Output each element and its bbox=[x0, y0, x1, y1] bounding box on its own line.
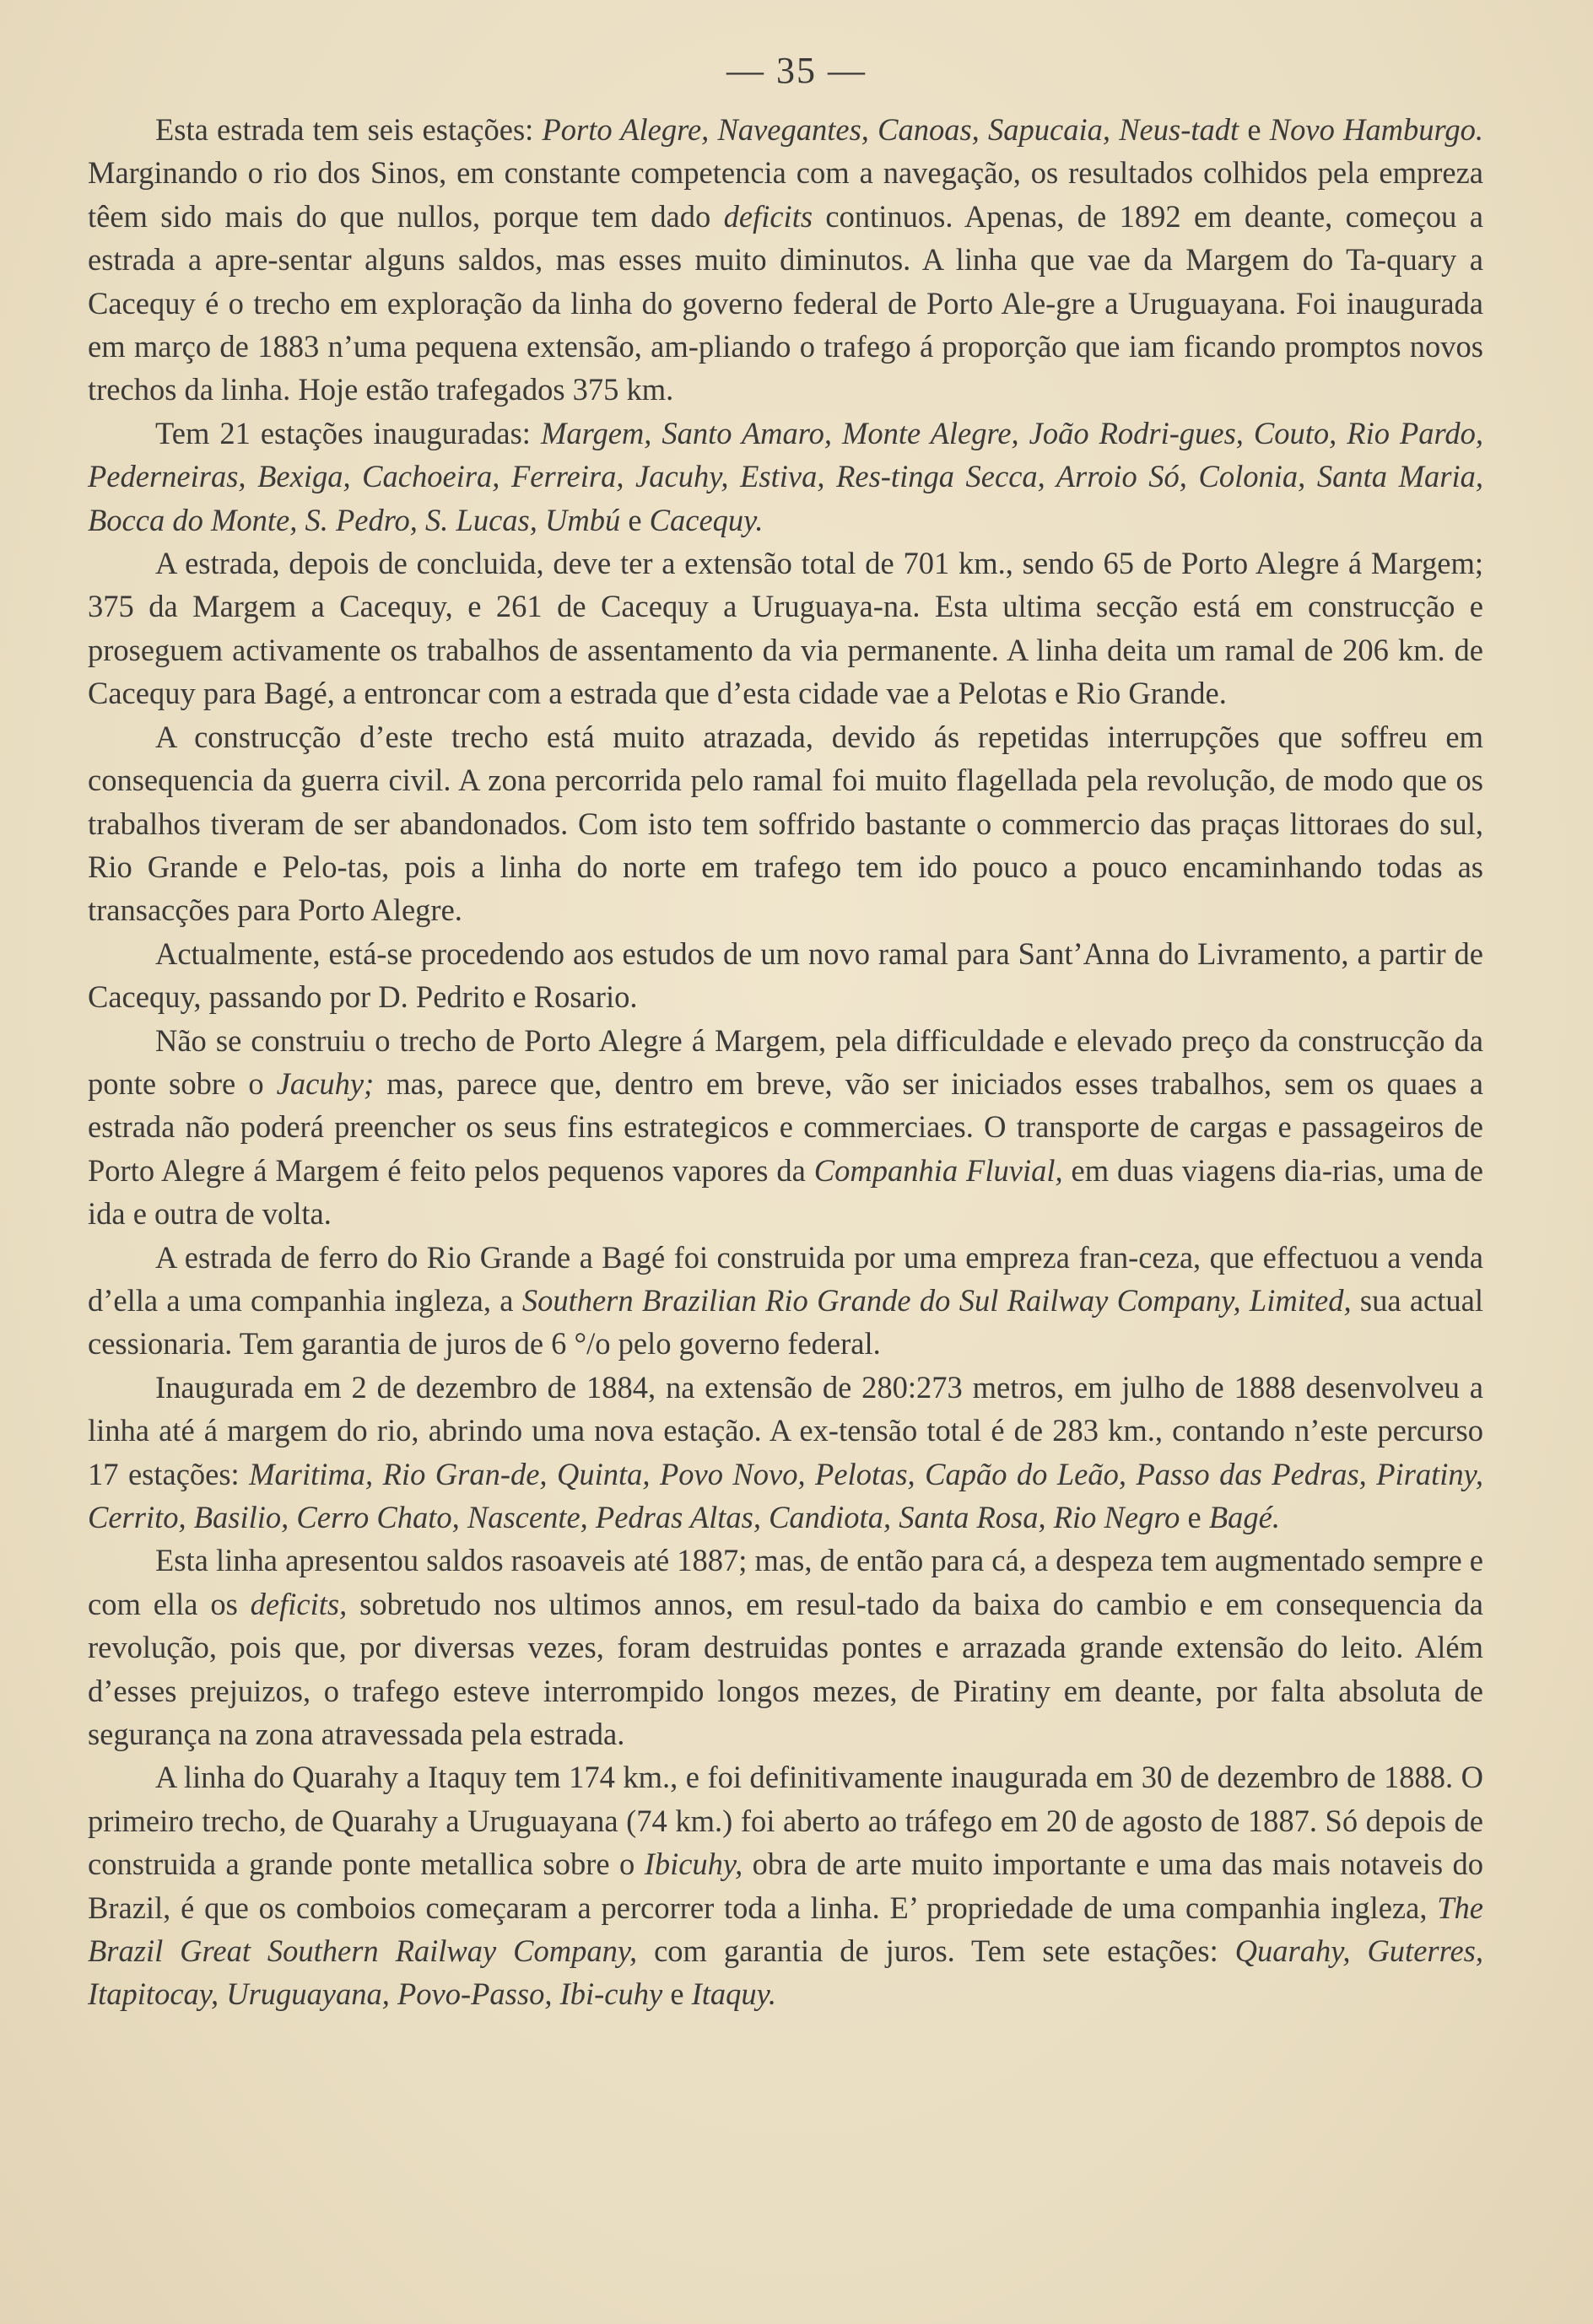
paragraph bbox=[88, 1539, 1483, 1755]
text-run: sobretudo nos ultimos annos, em resul-tado da baixa do cambio e em consequencia da revolução, pois que, por diversas vezes, foram destruidas pontes e arrazada grande extensão do leito. Além d’esses prejuizos, o trafego esteve interrompido longos mezes, de Piratiny em deante, por falta absoluta de segurança na zona atravessada pela estrada. bbox=[88, 1586, 1483, 1752]
body-text bbox=[88, 108, 1483, 2016]
text-run: em duas viagens dia-rias, uma de ida e outra de volta. bbox=[88, 1152, 1484, 1232]
page-number: — 35 — bbox=[726, 50, 867, 91]
italic-text: Margem, Santo Amaro, Monte Alegre, João Rodri-gues, Couto, Rio Pardo, Pederneiras, Bexiga, Cachoeira, Ferreira, Jacuhy, Estiva, Res-tinga Secca, Arroio Só, Colonia, Santa Maria, Bocca do Monte, S. Pedro, S. Lucas, Umbú bbox=[88, 415, 1483, 537]
italic-text: Companhia Fluvial, bbox=[813, 1152, 1063, 1188]
text-run: mas, parece que, dentro em breve, vão ser iniciados esses trabalhos, sem os quaes a estrada não poderá preencher os seus fins estrategicos e commerciaes. O transporte de cargas e passageiros de Porto Alegre á Margem é feito pelos pequenos vapores da bbox=[88, 1065, 1483, 1188]
text-run: e bbox=[1180, 1500, 1209, 1534]
italic-text: Bagé. bbox=[1208, 1500, 1280, 1534]
paragraph bbox=[88, 1366, 1483, 1539]
text-run: obra de arte muito importante e uma das mais notaveis do Brazil, é que os comboios começaram a percorrer toda a linha. E’ propriedade de uma companhia ingleza, bbox=[88, 1847, 1483, 1925]
text-run: e bbox=[1239, 112, 1270, 147]
italic-text: Quarahy, Guterres, Itapitocay, Uruguayana, Povo-Passo, Ibi-cuhy bbox=[88, 1933, 1483, 2012]
text-run: Esta estrada tem seis estações: bbox=[155, 112, 543, 147]
text-run: A construcção d’este trecho está muito atrazada, devido ás repetidas interrupções que soffreu em consequencia da guerra civil. A zona percorrida pelo ramal foi muito flagellada pela revolução, de modo que os trabalhos tiveram de ser abandonados. Com isto tem soffrido bastante o commercio das praças littoraes do sul, Rio Grande e Pelo-tas, pois a linha do norte em trafego tem ido pouco a pouco encaminhando todas as transacções para Porto Alegre. bbox=[88, 719, 1483, 928]
italic-text: Porto Alegre, Navegantes, Canoas, Sapucaia, Neus-tadt bbox=[542, 112, 1239, 147]
text-run: A linha do Quarahy a Itaquy tem 174 km., e foi definitivamente inaugurada em 30 de dezembro de 1888. O primeiro trecho, de Quarahy a Uruguayana (74 km.) foi aberto ao tráfego em 20 de agosto de 1887. Só depois de construida a grande ponte metallica sobre o bbox=[88, 1760, 1483, 1882]
text-run: Tem 21 estações inauguradas: bbox=[155, 415, 541, 450]
text-run: com garantia de juros. Tem sete estações: bbox=[637, 1933, 1235, 1969]
text-run: Marginando o rio dos Sinos, em constante competencia com a navegação, os resultados colhidos pela empreza têem sido mais do que nullos, porque tem dado bbox=[88, 155, 1483, 234]
paragraph bbox=[88, 412, 1483, 542]
italic-text: Maritima, Rio Gran-de, Quinta, Povo Novo, Pelotas, Capão do Leão, Passo das Pedras, Piratiny, Cerrito, Basilio, Cerro Chato, Nascente, Pedras Altas, Candiota, Santa Rosa, Rio Negro bbox=[88, 1456, 1483, 1534]
text-run: Inaugurada em 2 de dezembro de 1884, na extensão de 280:273 metros, em julho de 1888 desenvolveu a linha até á margem do rio, abrindo uma nova estação. A ex-tensão total é de 283 km., contando n’este percurso 17 estações: bbox=[88, 1369, 1483, 1491]
italic-text: Southern Brazilian Rio Grande do Sul Railway Company, Limited, bbox=[521, 1282, 1352, 1318]
text-run: Não se construiu o trecho de Porto Alegre á Margem, pela difficuldade e elevado preço da construcção da ponte sobre o bbox=[88, 1022, 1483, 1101]
paragraph bbox=[88, 932, 1483, 1019]
text-run: e bbox=[620, 502, 650, 537]
italic-text: deficits bbox=[723, 198, 813, 234]
paragraph bbox=[88, 108, 1483, 412]
text-run: Actualmente, está-se procedendo aos estudos de um novo ramal para Sant’Anna do Livramento, a partir de Cacequy, passando por D. Pedrito e Rosario. bbox=[88, 936, 1483, 1015]
text-run: A estrada, depois de concluida, deve ter a extensão total de 701 km., sendo 65 de Porto Alegre á Margem; 375 da Margem a Cacequy, e 261 de Cacequy a Uruguaya-na. Esta ultima secção está em construcção e proseguem activamente os trabalhos de assentamento da via permanente. A linha deita um ramal de 206 km. de Cacequy para Bagé, a entroncar com a estrada que d’esta cidade vae a Pelotas e Rio Grande. bbox=[88, 546, 1483, 711]
italic-text: deficits, bbox=[250, 1586, 348, 1621]
italic-text: Cacequy. bbox=[649, 502, 764, 537]
italic-text: The Brazil Great Southern Railway Company, bbox=[88, 1890, 1483, 1969]
paragraph bbox=[88, 1236, 1483, 1366]
paragraph bbox=[88, 1019, 1483, 1236]
text-run: A estrada de ferro do Rio Grande a Bagé foi construida por uma empreza fran-ceza, que effectuou a venda d’ella a uma companhia ingleza, a bbox=[88, 1239, 1483, 1318]
italic-text: Itaquy. bbox=[691, 1976, 776, 2012]
text-run: sua actual cessionaria. Tem garantia de juros de 6 °/o pelo governo federal. bbox=[88, 1282, 1483, 1362]
italic-text: Ibicuhy, bbox=[644, 1847, 743, 1882]
text-run: Esta linha apresentou saldos rasoaveis até 1887; mas, de então para cá, a despeza tem augmentado sempre e com ella os bbox=[88, 1543, 1483, 1621]
italic-text: Novo Hamburgo. bbox=[1269, 112, 1484, 147]
paragraph bbox=[88, 542, 1483, 715]
italic-text: Jacuhy; bbox=[276, 1065, 375, 1101]
paragraph bbox=[88, 1755, 1483, 2015]
text-run: e bbox=[662, 1976, 692, 2012]
paragraph bbox=[88, 715, 1483, 932]
text-run: continuos. Apenas, de 1892 em deante, começou a estrada a apre-sentar alguns saldos, mas esses muito diminutos. A linha que vae da Margem do Ta-quary a Cacequy é o trecho em exploração da linha do governo federal de Porto Ale-gre a Uruguayana. Foi inaugurada em março de 1883 n’uma pequena extensão, am-pliando o trafego á proporção que iam ficando promptos novos trechos da linha. Hoje estão trafegados 375 km. bbox=[88, 198, 1483, 407]
